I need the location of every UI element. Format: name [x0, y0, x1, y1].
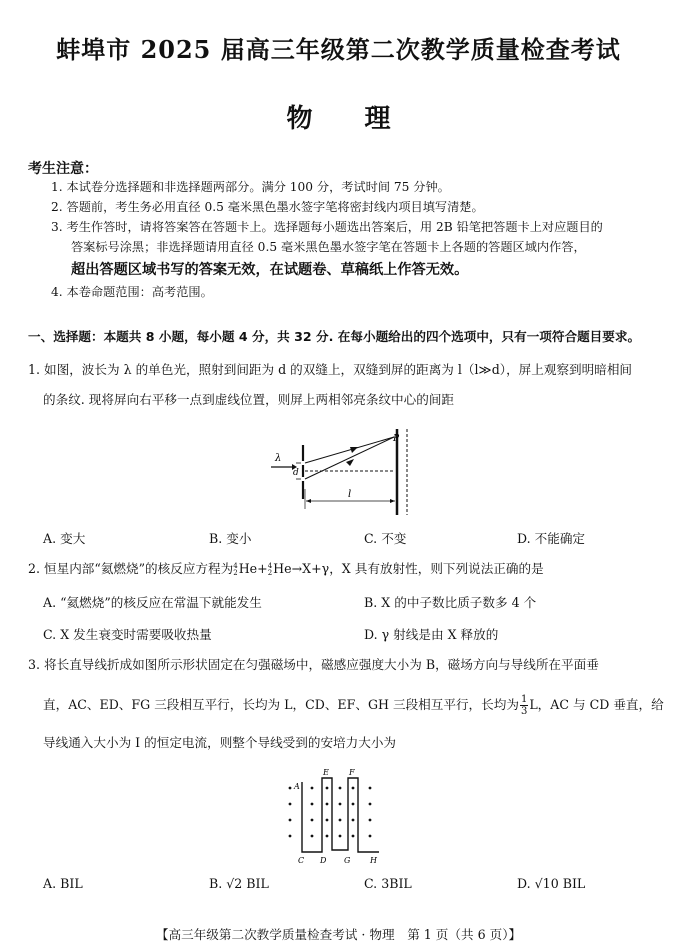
field-dot — [326, 819, 329, 822]
notice-item-3-emphasis: 超出答题区域书写的答案无效，在试题卷、草稿纸上作答无效。 — [71, 262, 469, 278]
section-heading: 一、选择题：本题共 8 小题，每小题 4 分，共 32 分. 在每小题给出的四个选项中，只有一项符合题目要求。 — [28, 329, 641, 344]
q3-option-a: A. BIL — [43, 876, 83, 891]
q1-l-label: l — [348, 489, 352, 500]
notice-heading: 考生注意： — [28, 161, 98, 177]
q2-option-d: D. γ 射线是由 X 释放的 — [364, 627, 499, 642]
q3-fraction-denominator: 3 — [520, 706, 528, 717]
field-dot — [369, 835, 372, 838]
q1-option-d: D. 不能确定 — [517, 531, 586, 546]
subject-char-1: 物 — [286, 104, 313, 134]
q3-fraction — [520, 694, 528, 717]
q2-plus: + — [257, 561, 268, 576]
q3-label-f: F — [349, 768, 355, 777]
q1-option-a: A. 变大 — [43, 531, 86, 546]
q3-wire-figure — [280, 766, 390, 868]
q3-label-g: G — [344, 856, 351, 865]
field-dot — [352, 787, 355, 790]
subject-char-2: 理 — [364, 104, 391, 134]
q3-label-c: C — [298, 856, 305, 865]
q3-option-c: C. 3BIL — [364, 876, 412, 891]
q2-he1-symbol: He — [238, 561, 258, 576]
field-dot — [326, 835, 329, 838]
field-dot — [289, 835, 292, 838]
q2-stem — [28, 559, 544, 579]
q3-text-line2 — [43, 694, 664, 717]
field-dot — [339, 835, 342, 838]
q1-text-line2: 的条纹. 现将屏向右平移一点到虚线位置，则屏上两相邻亮条纹中心的间距 — [43, 392, 455, 407]
q3-magnetic-field-dots — [289, 787, 372, 838]
field-dot — [289, 787, 292, 790]
field-dot — [352, 835, 355, 838]
field-dot — [326, 787, 329, 790]
subject-title — [0, 98, 677, 135]
q2-he1-z: 2 — [233, 568, 238, 577]
field-dot — [369, 787, 372, 790]
q1-option-c: C. 不变 — [364, 531, 407, 546]
exam-title: 蚌埠市 2025 届高三年级第二次教学质量检查考试 — [56, 35, 621, 64]
field-dot — [369, 819, 372, 822]
q3-text-line1: 3. 将长直导线折成如图所示形状固定在匀强磁场中，磁感应强度大小为 B，磁场方向与导线所在平面垂 — [28, 657, 599, 672]
q3-text-line3: 导线通入大小为 I 的恒定电流，则整个导线受到的安培力大小为 — [43, 735, 397, 750]
field-dot — [339, 819, 342, 822]
notice-item-3: 3. 考生作答时，请将答案答在答题卡上。选择题每小题选出答案后，用 2B 铅笔把答题卡上对应题目的 — [51, 220, 603, 234]
q1-text-line1: 1. 如图，波长为 λ 的单色光，照射到间距为 d 的双缝上，双缝到屏的距离为 l（l≫d），屏上观察到明暗相间 — [28, 362, 633, 377]
q2-option-a: A. “氦燃烧”的核反应在常温下就能发生 — [43, 595, 262, 610]
q3-label-h: H — [370, 856, 377, 865]
q2-nuclide-2 — [268, 563, 272, 577]
q3-label-e: E — [323, 768, 329, 777]
field-dot — [311, 787, 314, 790]
field-dot — [311, 835, 314, 838]
q1-option-b: B. 变小 — [209, 531, 252, 546]
field-dot — [352, 819, 355, 822]
field-dot — [352, 803, 355, 806]
notice-item-3-cont: 答案标号涂黑；非选择题请用直径 0.5 毫米黑色墨水签字笔在答题卡上各题的答题区域内作答， — [71, 240, 586, 254]
field-dot — [311, 819, 314, 822]
q3-option-b: B. √2 BIL — [209, 876, 269, 891]
q3-fraction-numerator: 1 — [520, 694, 528, 705]
q2-text-b: →X+γ，X 具有放射性，则下列说法正确的是 — [291, 561, 544, 576]
q3-option-d: D. √10 BIL — [517, 876, 586, 891]
field-dot — [339, 787, 342, 790]
q2-he2-mass: 4 — [267, 561, 273, 570]
q2-option-b: B. X 的中子数比质子数多 4 个 — [364, 595, 537, 610]
q3-label-a: A — [294, 782, 300, 791]
q2-he2-symbol: He — [273, 561, 292, 576]
field-dot — [326, 803, 329, 806]
field-dot — [289, 819, 292, 822]
q2-nuclide-1 — [233, 563, 237, 577]
q1-double-slit-figure — [266, 423, 420, 521]
field-dot — [369, 803, 372, 806]
q2-he1-mass: 4 — [233, 561, 238, 570]
q2-he2-z: 2 — [267, 568, 273, 577]
q1-lambda-label: λ — [275, 453, 282, 464]
notice-item-1: 1. 本试卷分选择题和非选择题两部分。满分 100 分，考试时间 75 分钟。 — [51, 180, 450, 194]
q3-label-d: D — [320, 856, 327, 865]
q1-p-label: P — [393, 434, 400, 444]
field-dot — [311, 803, 314, 806]
field-dot — [289, 803, 292, 806]
q3-text-line2b: L，AC 与 CD 垂直，给 — [529, 697, 664, 712]
page-footer: 【高三年级第二次教学质量检查考试 · 物理 第 1 页（共 6 页）】 — [155, 927, 522, 942]
notice-item-2: 2. 答题前，考生务必用直径 0.5 毫米黑色墨水签字笔将密封线内项目填写清楚。 — [51, 200, 484, 214]
q1-d-label: d — [293, 468, 299, 478]
notice-item-4: 4. 本卷命题范围：高考范围。 — [51, 285, 213, 299]
q2-option-c: C. X 发生衰变时需要吸收热量 — [43, 627, 212, 642]
q2-text-a: 2. 恒星内部“氦燃烧”的核反应方程为 — [28, 561, 234, 576]
field-dot — [339, 803, 342, 806]
q3-text-line2a: 直，AC、ED、FG 三段相互平行，长均为 L，CD、EF、GH 三段相互平行，长均为 — [43, 697, 519, 712]
